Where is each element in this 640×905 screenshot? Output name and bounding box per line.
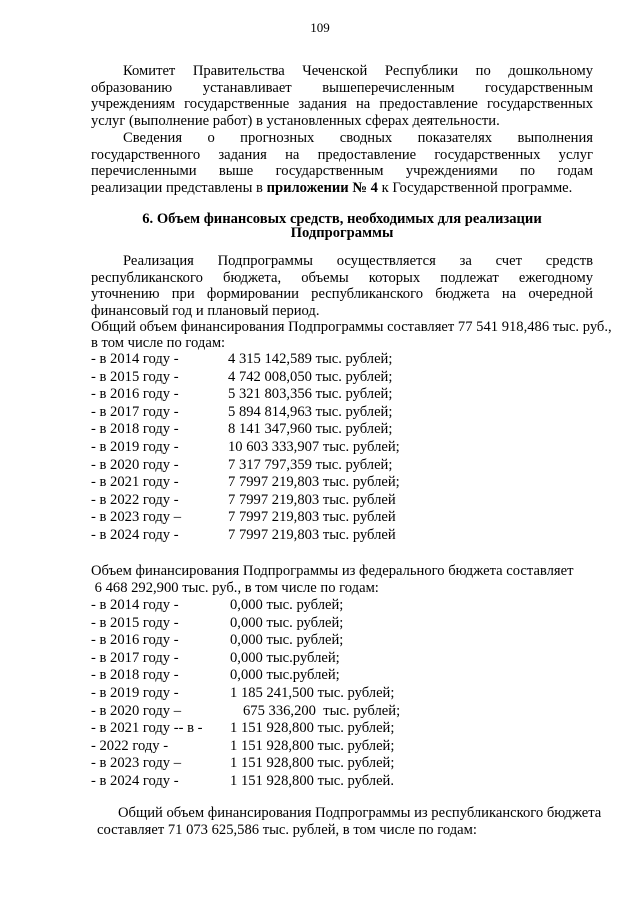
amount-value: 7 7997 219,803 тыс. рублей; [228,474,400,491]
year-label: - в 2018 году - [91,667,179,684]
text-line: образованию устанавливает вышеперечисленным государственным [91,79,593,96]
amount-value: 7 7997 219,803 тыс. рублей [228,526,396,543]
amount-value: 5 894 814,963 тыс. рублей; [228,403,393,420]
year-label: - в 2023 году – [91,509,182,526]
amount-value: 8 141 347,960 тыс. рублей; [228,421,393,438]
year-label: - в 2020 году - [91,456,179,473]
text-run: к Государственной программе. [377,179,573,196]
text-line: государственного задания на предоставление государственных услуг [91,146,593,163]
amount-value: 0,000 тыс.рублей; [230,649,340,666]
year-label: - в 2016 году - [91,386,179,403]
amount-value: 0,000 тыс. рублей; [230,614,344,631]
year-label: - 2022 году - [91,737,169,754]
year-label: - в 2017 году - [91,649,179,666]
text-line: учреждениям государственные задания на предоставление государственных [91,96,593,112]
amount-value: 4 742 008,050 тыс. рублей; [228,368,393,385]
year-label: - в 2022 году - [91,491,179,508]
text-line: услуг (выполнение работ) в установленных сферах деятельности. [91,112,500,129]
amount-value: 7 317 797,359 тыс. рублей; [228,456,393,473]
appendix-reference: приложении № 4 [266,179,378,196]
amount-value: 675 336,200 тыс. рублей; [243,702,401,719]
text-line: Комитет Правительства Чеченской Республики по дошкольному [123,63,593,79]
regional-funding-line-1: Общий объем финансирования Подпрограммы из республиканского бюджета [118,805,602,821]
year-label: - в 2019 году - [91,438,179,455]
text-line [91,180,593,197]
year-label: - в 2014 году - [91,597,179,613]
page-number: 109 [310,20,330,35]
amount-value: 10 603 333,907 тыс. рублей; [228,438,400,455]
text-line: уточнению при формировании республиканского бюджета на очередной [91,286,593,302]
total-funding-line-2: в том числе по годам: [91,335,226,351]
year-label: - в 2024 году - [91,772,179,789]
intro-paragraph-2 [91,130,593,196]
text-line: финансовый год и плановый период. [91,302,320,319]
year-label: - в 2017 году - [91,403,179,420]
federal-funding-line-1: Объем финансирования Подпрограммы из федерального бюджета составляет [91,563,574,579]
amount-value: 0,000 тыс.рублей; [230,667,340,684]
year-label: - в 2014 году - [91,351,179,367]
amount-value: 1 151 928,800 тыс. рублей; [230,755,395,772]
year-label: - в 2018 году - [91,421,179,438]
text-line: перечисленными выше государственным учреждениями по годам [91,163,593,179]
amount-value: 7 7997 219,803 тыс. рублей [228,509,396,526]
amount-value: 1 151 928,800 тыс. рублей; [230,737,395,754]
amount-value: 0,000 тыс. рублей; [230,632,344,649]
total-funding-line-1: Общий объем финансирования Подпрограммы составляет 77 541 918,486 тыс. руб., [91,319,612,335]
amount-value: 1 185 241,500 тыс. рублей; [230,684,395,701]
intro-paragraph-1 [91,63,593,129]
funding-paragraph [91,253,593,319]
amount-value: 4 315 142,589 тыс. рублей; [228,351,393,367]
year-label: - в 2015 году - [91,614,179,631]
section-heading [91,212,593,240]
year-label: - в 2020 году – [91,702,182,719]
regional-funding-line-2: составляет 71 073 625,586 тыс. рублей, в том числе по годам: [97,822,477,838]
text-line: Реализация Подпрограммы осуществляется за счет средств [123,253,593,269]
text-line: республиканского бюджета, объемы которых подлежат ежегодному [91,269,593,286]
amount-value: 7 7997 219,803 тыс. рублей [228,491,396,508]
federal-funding-line-2: 6 468 292,900 тыс. руб., в том числе по годам: [91,580,379,596]
section-title-line-1: 6. Объем финансовых средств, необходимых для реализации [142,211,542,227]
section-title-line-2: Подпрограммы [290,225,394,241]
year-label: - в 2019 году - [91,684,179,701]
year-label: - в 2016 году - [91,632,179,649]
year-label: - в 2023 году – [91,755,182,772]
year-label: - в 2021 году -- в - [91,720,203,737]
amount-value: 0,000 тыс. рублей; [230,597,344,613]
amount-value: 1 151 928,800 тыс. рублей; [230,720,395,737]
amount-value: 1 151 928,800 тыс. рублей. [230,772,395,789]
amount-value: 5 321 803,356 тыс. рублей; [228,386,393,403]
year-label: - в 2021 году - [91,474,179,491]
year-label: - в 2015 году - [91,368,179,385]
year-label: - в 2024 году - [91,526,179,543]
text-line: Сведения о прогнозных сводных показателях выполнения [123,130,593,146]
text-run: реализации представлены в [91,179,267,196]
